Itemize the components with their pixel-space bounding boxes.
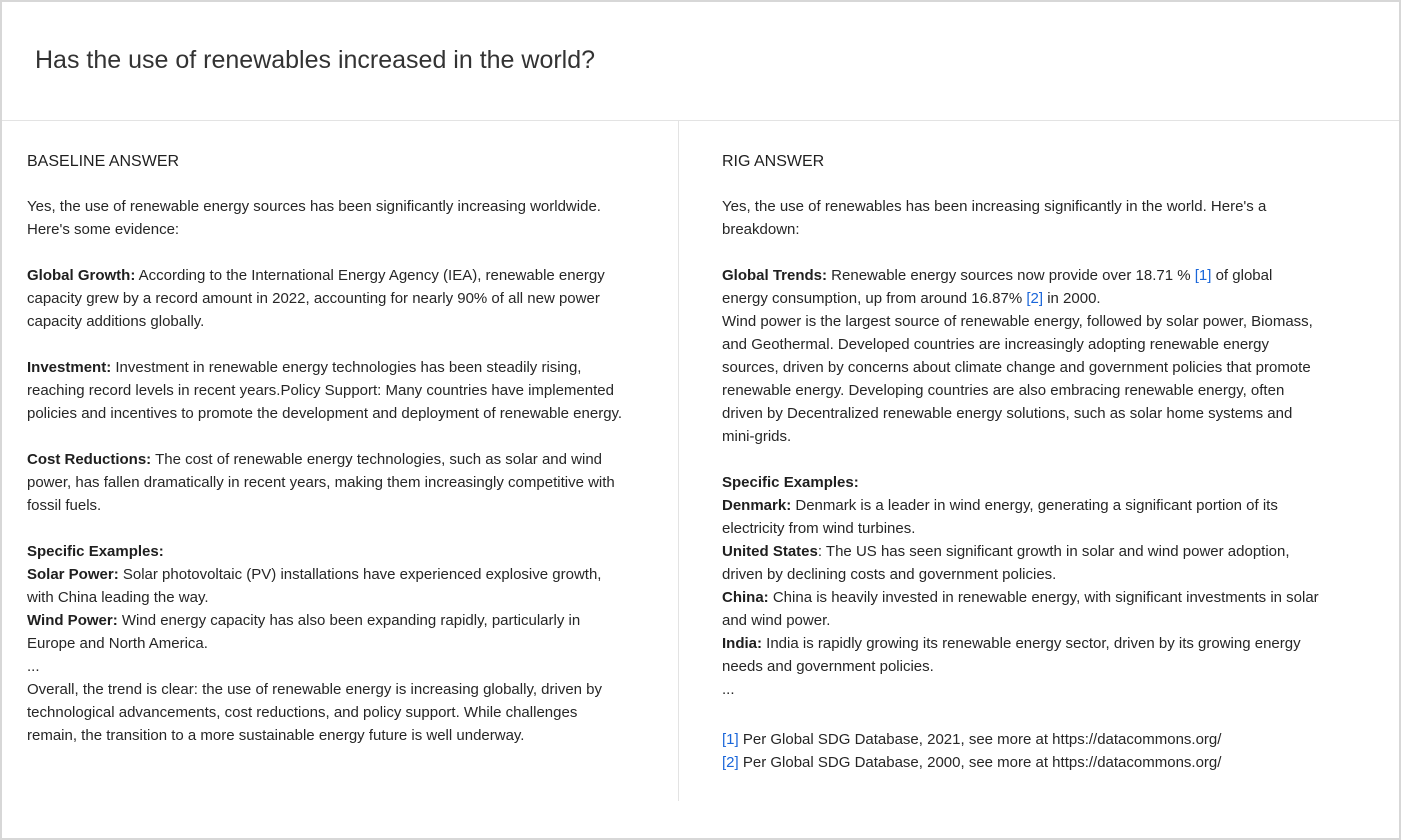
global-trends-text: of global energy consumption, up from around 16.87% <box>722 267 1273 307</box>
denmark-label: Denmark: <box>722 497 792 514</box>
rig-global-trends <box>722 264 1322 448</box>
global-trends-text: in 2000. <box>1043 290 1101 307</box>
global-trends-label: Global Trends: <box>722 267 828 284</box>
china-text: China is heavily invested in renewable energy, with significant investments in solar and wind power. <box>722 589 1319 629</box>
global-growth-text: According to the International Energy Agency (IEA), renewable energy capacity grew by a record amount in 2022, accounting for nearly 90% of all new power capacity additions globally. <box>27 267 605 330</box>
rig-answer-title: RIG ANSWER <box>722 153 825 170</box>
global-trends-text: Renewable energy sources now provide over 18.71 % <box>827 267 1195 284</box>
global-growth-label: Global Growth: <box>27 267 136 284</box>
citation-link[interactable]: [1] <box>1194 267 1212 284</box>
baseline-global-growth <box>27 264 627 333</box>
rig-examples-title: Specific Examples: <box>722 474 859 491</box>
solar-label: Solar Power: <box>27 566 119 583</box>
reference-item <box>722 751 1322 774</box>
rig-example-china <box>722 586 1322 632</box>
baseline-example-wind <box>27 609 627 655</box>
rig-example-united-states <box>722 540 1322 586</box>
investment-label: Investment: <box>27 359 112 376</box>
cost-reductions-text: The cost of renewable energy technologies, such as solar and wind power, has fallen dramatically in recent years, making them increasingly competitive with fossil fuels. <box>27 451 615 514</box>
rig-intro: Yes, the use of renewables has been increasing significantly in the world. Here's a breakdown: <box>722 198 1267 238</box>
rig-example-denmark <box>722 494 1322 540</box>
baseline-overall: Overall, the trend is clear: the use of renewable energy is increasing globally, driven by technological advancements, cost reductions, and policy support. While challenges remain, the transition to a more sustainable energy future is well underway. <box>27 681 603 744</box>
wind-label: Wind Power: <box>27 612 118 629</box>
baseline-example-solar <box>27 563 627 609</box>
baseline-answer-title: BASELINE ANSWER <box>27 153 180 170</box>
baseline-answer-column <box>27 150 627 747</box>
reference-text: Per Global SDG Database, 2021, see more at https://datacommons.org/ <box>738 731 1222 748</box>
india-label: India: <box>722 635 762 652</box>
cost-reductions-label: Cost Reductions: <box>27 451 152 468</box>
united-states-label: United States <box>722 543 818 560</box>
baseline-investment <box>27 356 627 425</box>
rig-answer-column <box>722 150 1322 774</box>
reference-item <box>722 728 1322 751</box>
baseline-intro: Yes, the use of renewable energy sources has been significantly increasing worldwide. Here's some evidence: <box>27 198 601 238</box>
investment-text: Investment in renewable energy technologies has been steadily rising, reaching record levels in recent years.Policy Support: Many countries have implemented policies and incentives to promote the development and deployment of renewable energy. <box>27 359 623 422</box>
question-header <box>2 2 1399 121</box>
rig-specific-examples <box>722 471 1322 701</box>
question-title: Has the use of renewables increased in the world? <box>35 46 596 74</box>
column-divider <box>678 121 679 801</box>
rig-example-india <box>722 632 1322 678</box>
reference-cite[interactable]: [1] <box>722 731 739 748</box>
china-label: China: <box>722 589 769 606</box>
india-text: India is rapidly growing its renewable energy sector, driven by its growing energy needs and government policies. <box>722 635 1301 675</box>
citation-link[interactable]: [2] <box>1026 290 1044 307</box>
global-trends-detail: Wind power is the largest source of renewable energy, followed by solar power, Biomass, and Geothermal. Developed countries are increasingly adopting renewable energy sources, driven by concerns about climate change and government policies that promote renewable energy. Developing countries are also embracing renewable energy, often driven by Decentralized renewable energy solutions, such as solar home systems and mini-grids. <box>722 313 1313 445</box>
baseline-specific-examples <box>27 540 627 747</box>
solar-text: Solar photovoltaic (PV) installations have experienced explosive growth, with China leading the way. <box>27 566 602 606</box>
rig-ellipsis: ... <box>722 681 735 698</box>
baseline-ellipsis: ... <box>27 658 40 675</box>
references-list <box>722 728 1322 774</box>
wind-text: Wind energy capacity has also been expanding rapidly, particularly in Europe and North America. <box>27 612 581 652</box>
reference-text: Per Global SDG Database, 2000, see more at https://datacommons.org/ <box>738 754 1222 771</box>
united-states-text: : The US has seen significant growth in solar and wind power adoption, driven by declining costs and government policies. <box>722 543 1290 583</box>
baseline-examples-title: Specific Examples: <box>27 543 164 560</box>
denmark-text: Denmark is a leader in wind energy, generating a significant portion of its electricity from wind turbines. <box>722 497 1278 537</box>
reference-cite[interactable]: [2] <box>722 754 739 771</box>
baseline-cost-reductions <box>27 448 627 517</box>
